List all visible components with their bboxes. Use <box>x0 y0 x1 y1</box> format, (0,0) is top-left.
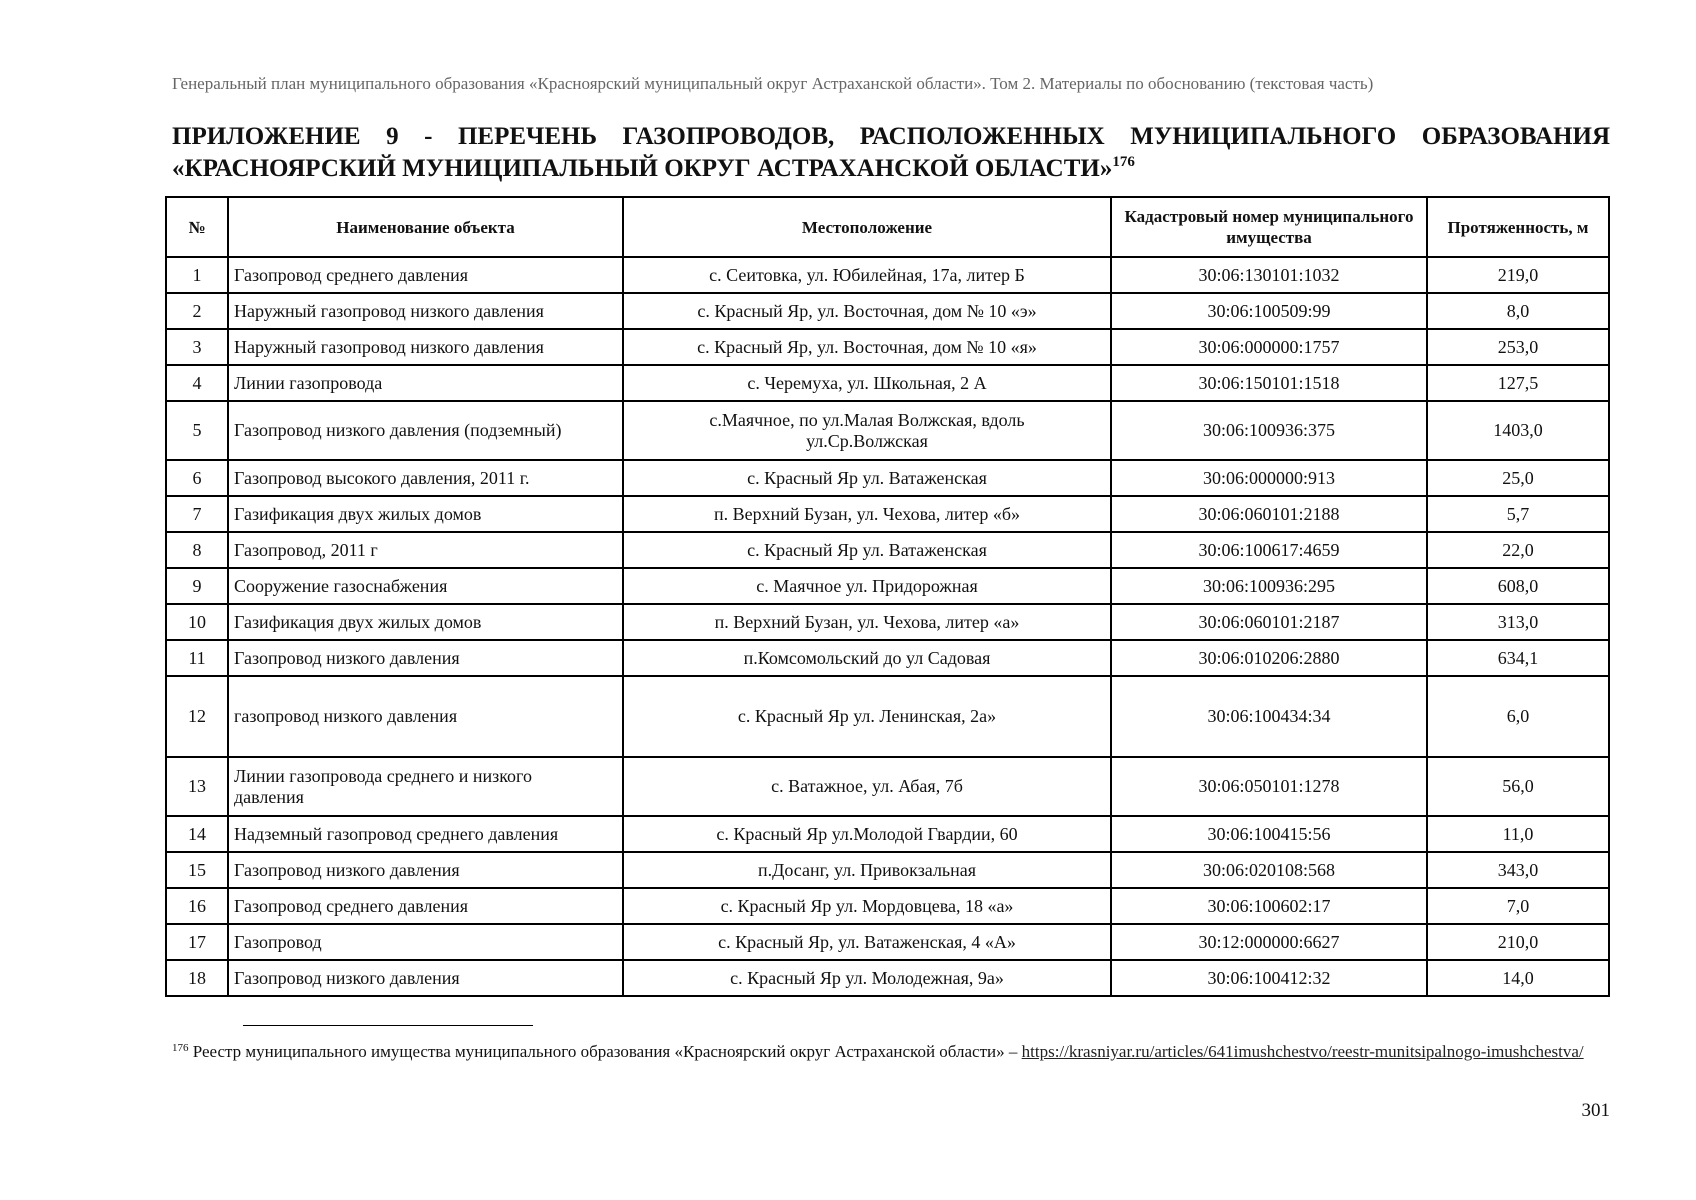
table-row <box>166 329 1609 365</box>
cell-number: 12 <box>166 676 228 757</box>
cell-number: 14 <box>166 816 228 852</box>
cell-cadastral-number: 30:12:000000:6627 <box>1111 924 1427 960</box>
cell-number: 1 <box>166 257 228 293</box>
cell-name: Газопровод низкого давления <box>228 640 623 676</box>
cell-name: Наружный газопровод низкого давления <box>228 329 623 365</box>
column-header-cadastral-number: Кадастровый номер муниципального имущества <box>1111 197 1427 257</box>
cell-number: 10 <box>166 604 228 640</box>
column-header-name: Наименование объекта <box>228 197 623 257</box>
cell-name: Газопровод среднего давления <box>228 888 623 924</box>
cell-length: 5,7 <box>1427 496 1609 532</box>
cell-cadastral-number: 30:06:100617:4659 <box>1111 532 1427 568</box>
cell-number: 6 <box>166 460 228 496</box>
table-row <box>166 293 1609 329</box>
page-number: 301 <box>1581 1100 1610 1121</box>
table-row <box>166 924 1609 960</box>
appendix-title <box>172 121 1610 185</box>
cell-name: Сооружение газоснабжения <box>228 568 623 604</box>
cell-cadastral-number: 30:06:000000:1757 <box>1111 329 1427 365</box>
cell-location: с. Красный Яр ул. Ватаженская <box>623 460 1111 496</box>
cell-number: 3 <box>166 329 228 365</box>
footnote-text: Реестр муниципального имущества муниципального образования «Красноярский округ Астраханской области» – <box>192 1042 1022 1061</box>
column-header-number: № <box>166 197 228 257</box>
cell-length: 6,0 <box>1427 676 1609 757</box>
column-header-length: Протяженность, м <box>1427 197 1609 257</box>
cell-cadastral-number: 30:06:130101:1032 <box>1111 257 1427 293</box>
cell-length: 25,0 <box>1427 460 1609 496</box>
table-row <box>166 365 1609 401</box>
cell-length: 313,0 <box>1427 604 1609 640</box>
cell-name: Газопровод низкого давления <box>228 852 623 888</box>
table-row <box>166 401 1609 460</box>
cell-location: с. Красный Яр, ул. Ватаженская, 4 «А» <box>623 924 1111 960</box>
cell-length: 210,0 <box>1427 924 1609 960</box>
cell-location: с. Красный Яр ул. Мордовцева, 18 «а» <box>623 888 1111 924</box>
cell-location: с. Красный Яр, ул. Восточная, дом № 10 «э» <box>623 293 1111 329</box>
cell-location: с. Красный Яр ул. Ленинская, 2а» <box>623 676 1111 757</box>
cell-name: Газопровод низкого давления (подземный) <box>228 401 623 460</box>
cell-cadastral-number: 30:06:100434:34 <box>1111 676 1427 757</box>
table-row <box>166 852 1609 888</box>
cell-location: п. Верхний Бузан, ул. Чехова, литер «б» <box>623 496 1111 532</box>
table-row <box>166 640 1609 676</box>
cell-name: Газопровод низкого давления <box>228 960 623 996</box>
table-row <box>166 460 1609 496</box>
cell-name: Газопровод <box>228 924 623 960</box>
table-row <box>166 496 1609 532</box>
cell-length: 253,0 <box>1427 329 1609 365</box>
cell-name: Газопровод среднего давления <box>228 257 623 293</box>
cell-location: с. Красный Яр ул.Молодой Гвардии, 60 <box>623 816 1111 852</box>
cell-location: с. Красный Яр ул. Ватаженская <box>623 532 1111 568</box>
cell-cadastral-number: 30:06:010206:2880 <box>1111 640 1427 676</box>
table-row <box>166 604 1609 640</box>
cell-length: 608,0 <box>1427 568 1609 604</box>
cell-location: с. Ватажное, ул. Абая, 7б <box>623 757 1111 816</box>
cell-number: 5 <box>166 401 228 460</box>
cell-location: с. Сеитовка, ул. Юбилейная, 17а, литер Б <box>623 257 1111 293</box>
cell-name: Газификация двух жилых домов <box>228 496 623 532</box>
cell-cadastral-number: 30:06:100509:99 <box>1111 293 1427 329</box>
cell-location: с. Красный Яр, ул. Восточная, дом № 10 «я» <box>623 329 1111 365</box>
table-row <box>166 757 1609 816</box>
title-footnote-ref[interactable]: 176 <box>1112 154 1135 170</box>
cell-location: п.Комсомольский до ул Садовая <box>623 640 1111 676</box>
footnote-number: 176 <box>172 1042 189 1054</box>
cell-length: 8,0 <box>1427 293 1609 329</box>
table-row <box>166 257 1609 293</box>
cell-number: 17 <box>166 924 228 960</box>
cell-length: 11,0 <box>1427 816 1609 852</box>
column-header-location: Местоположение <box>623 197 1111 257</box>
cell-length: 56,0 <box>1427 757 1609 816</box>
cell-name: Газопровод высокого давления, 2011 г. <box>228 460 623 496</box>
cell-name: Газификация двух жилых домов <box>228 604 623 640</box>
cell-name: Линии газопровода среднего и низкого давления <box>228 757 623 816</box>
cell-number: 8 <box>166 532 228 568</box>
table-row <box>166 568 1609 604</box>
appendix-title-text: ПРИЛОЖЕНИЕ 9 - ПЕРЕЧЕНЬ ГАЗОПРОВОДОВ, РАСПОЛОЖЕННЫХ МУНИЦИПАЛЬНОГО ОБРАЗОВАНИЯ «КРАСНОЯРСКИЙ МУНИЦИПАЛЬНЫЙ ОКРУГ АСТРАХАНСКОЙ ОБЛАСТИ» <box>172 123 1610 182</box>
table-row <box>166 888 1609 924</box>
cell-name: Наружный газопровод низкого давления <box>228 293 623 329</box>
cell-name: Надземный газопровод среднего давления <box>228 816 623 852</box>
cell-cadastral-number: 30:06:100412:32 <box>1111 960 1427 996</box>
cell-location: п. Верхний Бузан, ул. Чехова, литер «а» <box>623 604 1111 640</box>
cell-number: 4 <box>166 365 228 401</box>
gas-pipelines-table <box>165 196 1610 997</box>
cell-cadastral-number: 30:06:100602:17 <box>1111 888 1427 924</box>
cell-number: 7 <box>166 496 228 532</box>
cell-number: 9 <box>166 568 228 604</box>
running-header: Генеральный план муниципального образования «Красноярский муниципальный округ Астраханской области». Том 2. Материалы по обоснованию (текстовая часть) <box>172 74 1374 93</box>
cell-location: с. Красный Яр ул. Молодежная, 9а» <box>623 960 1111 996</box>
cell-cadastral-number: 30:06:060101:2188 <box>1111 496 1427 532</box>
cell-length: 14,0 <box>1427 960 1609 996</box>
cell-cadastral-number: 30:06:000000:913 <box>1111 460 1427 496</box>
cell-number: 11 <box>166 640 228 676</box>
cell-location: с.Маячное, по ул.Малая Волжская, вдоль ул.Ср.Волжская <box>623 401 1111 460</box>
cell-length: 1403,0 <box>1427 401 1609 460</box>
cell-length: 634,1 <box>1427 640 1609 676</box>
table-row <box>166 676 1609 757</box>
cell-length: 343,0 <box>1427 852 1609 888</box>
footnote <box>172 1040 1612 1064</box>
cell-location: с. Черемуха, ул. Школьная, 2 А <box>623 365 1111 401</box>
cell-cadastral-number: 30:06:060101:2187 <box>1111 604 1427 640</box>
cell-location: с. Маячное ул. Придорожная <box>623 568 1111 604</box>
footnote-separator <box>243 1025 533 1026</box>
footnote-link[interactable]: https://krasniyar.ru/articles/641imushchestvo/reestr-munitsipalnogo-imushchestva/ <box>1021 1042 1584 1061</box>
cell-number: 16 <box>166 888 228 924</box>
table-header-row <box>166 197 1609 257</box>
cell-number: 18 <box>166 960 228 996</box>
cell-number: 13 <box>166 757 228 816</box>
cell-cadastral-number: 30:06:150101:1518 <box>1111 365 1427 401</box>
cell-number: 2 <box>166 293 228 329</box>
cell-name: Линии газопровода <box>228 365 623 401</box>
cell-cadastral-number: 30:06:100936:295 <box>1111 568 1427 604</box>
cell-name: газопровод низкого давления <box>228 676 623 757</box>
table-row <box>166 532 1609 568</box>
cell-cadastral-number: 30:06:050101:1278 <box>1111 757 1427 816</box>
cell-length: 7,0 <box>1427 888 1609 924</box>
cell-cadastral-number: 30:06:100936:375 <box>1111 401 1427 460</box>
cell-length: 219,0 <box>1427 257 1609 293</box>
table-row <box>166 960 1609 996</box>
cell-number: 15 <box>166 852 228 888</box>
table-row <box>166 816 1609 852</box>
cell-length: 22,0 <box>1427 532 1609 568</box>
cell-length: 127,5 <box>1427 365 1609 401</box>
cell-cadastral-number: 30:06:100415:56 <box>1111 816 1427 852</box>
cell-cadastral-number: 30:06:020108:568 <box>1111 852 1427 888</box>
cell-name: Газопровод, 2011 г <box>228 532 623 568</box>
cell-location: п.Досанг, ул. Привокзальная <box>623 852 1111 888</box>
